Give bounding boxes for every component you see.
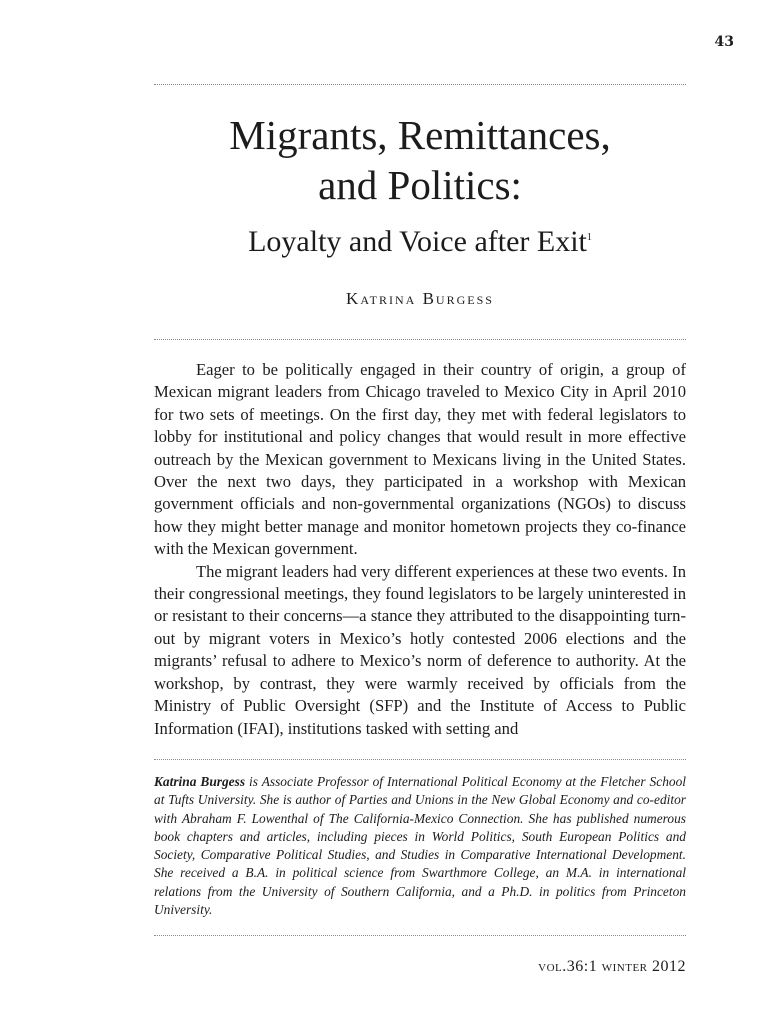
paragraph-2: The migrant leaders had very different experiences at these two events. In their congressional meetings, they found legislators to be largely uninterested in or resistant to their concerns—a stance they attributed to the disappointing turn-out by migrant voters in Mexico’s hotly contested 2006 elections and the migrants’ refusal to adhere to Mexico’s norm of deference to authority. At the workshop, by contrast, they were warmly received by officials from the Ministry of Public Oversight (SFP) and the Institute of Access to Public Information (IFAI), institutions tasked with setting and (154, 561, 686, 738)
bio-top-divider (154, 759, 686, 760)
footer-vol-label: vol. (538, 958, 567, 975)
author-bio (154, 773, 686, 919)
bio-text: is Associate Professor of International Political Economy at the Fletcher School at Tufts University. She is author of Parties and Unions in the New Global Economy and co-editor with Abraham F. Lowenthal of The California-Mexico Connection. She has published numerous book chapters and articles, including pieces in World Politics, South European Politics and Society, Comparative Political Studies, and Studies in Comparative International Development. She received a B.A. in political science from Swarthmore College, an M.A. in international relations from the University of Southern California, and a Ph.D. in politics from Princeton University. (154, 774, 687, 918)
footer-year: 2012 (652, 958, 686, 975)
article-title (154, 110, 686, 210)
page-number: 43 (714, 34, 734, 50)
article-body (154, 359, 686, 740)
author-divider (154, 339, 686, 340)
title-line-2: and Politics: (318, 162, 522, 208)
paragraph-1: Eager to be politically engaged in their country of origin, a group of Mexican migrant leaders from Chicago traveled to Mexico City in April 2010 for two sets of meetings. On the first day, they met with federal legislators to lobby for institutional and policy changes that would result in more effective outreach by the Mexican government to Mexicans living in the United States. Over the next two days, they participated in a workshop with Mexican government officials and non-governmental organizations (NGOs) to discuss how they might better manage and monitor hometown projects they co-finance with the Mexican government. (154, 360, 686, 559)
article-subtitle (154, 220, 686, 260)
top-divider (154, 84, 686, 85)
journal-footer (538, 958, 686, 976)
footer-vol-number: 36:1 (566, 958, 598, 975)
title-block (154, 110, 686, 260)
title-line-1: Migrants, Remittances, (229, 112, 611, 158)
subtitle-text: Loyalty and Voice after Exit (248, 225, 587, 258)
bio-author-name: Katrina Burgess (154, 774, 246, 789)
footnote-marker[interactable]: 1 (586, 232, 592, 243)
footer-season: winter (601, 958, 648, 975)
bio-bottom-divider (154, 935, 686, 936)
author-name: Katrina Burgess (346, 289, 494, 308)
